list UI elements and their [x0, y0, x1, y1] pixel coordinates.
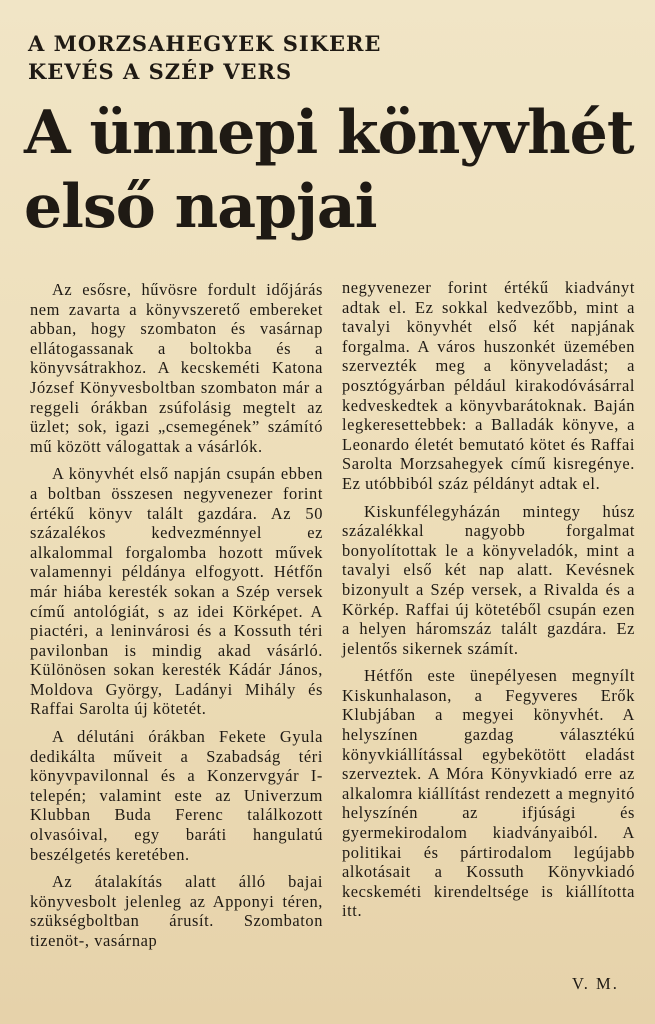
headline-line-1: A ünnepi könyvhét: [24, 98, 634, 168]
article-column-left: [30, 280, 323, 959]
author-signature: V. M.: [572, 974, 619, 993]
paragraph: negyvenezer forint értékű kiadványt adtak el. Ez sokkal kedvezőbb, mint a tavalyi könyvhét első két napjának forgalma. A város huszonkét üzemében szervezték meg a könyveladást; a posztógyárban például kirakodóvásárral kedveskedtek a könyvbarátoknak. Baján legkeresettebbek: a Balladák könyve, a Leonardo életét bemutató kötet és Raffai Sarolta Morzsahegyek című kisregénye. Ez utóbbiból száz példányt adtak el.: [342, 278, 635, 493]
paragraph: Az esősre, hűvösre fordult időjárás nem zavarta a könyvszerető embereket abban, hogy szombaton és vasárnap ellátogassanak a boltokba és a könyvsátrakhoz. A kecskeméti Katona József Könyvesboltban szombaton már a reggeli órákban zsúfolásig megtelt az üzlet; sok, igazi „csemegének” számító mű között válogattak a vásárlók.: [30, 280, 323, 456]
paragraph: A délutáni órákban Fekete Gyula dedikálta műveit a Szabadság téri könyvpavilonnal és a Konzervgyár I-telepén; valamint este az Univerzum Klubban Buda Ferenc találkozott olvasóival, egy baráti hangulatú beszélgetés keretében.: [30, 727, 323, 864]
paragraph: Kiskunfélegyházán mintegy húsz százalékkal nagyobb forgalmat bonyolítottak le a könyveladók, mint a tavalyi első két nap alatt. Kevésnek bizonyult a Szép versek, a Rivalda és a Körkép. Raffai új kötetéből csupán ezen a helyen háromszáz talált gazdára. Ez jelentős sikernek számít.: [342, 501, 635, 658]
article-kicker: [28, 30, 628, 86]
paragraph: Hétfőn este ünepélyesen megnyílt Kiskunhalason, a Fegyveres Erők Klubjában a megyei könyvhét. A helyszínen gazdag választékú könyvkiállítással egybekötött eladást szerveztek. A Móra Könyvkiadó erre az alkalomra kiállítást rendezett a megnyitó helyszínén az ifjúsági és gyermekirodalom kiadványaiból. A politikai és pártirodalom legújabb alkotásait a Kossuth Könyvkiadó kecskeméti kirendeltsége is kiállította itt.: [342, 666, 635, 921]
kicker-line-2: KEVÉS A SZÉP VERS: [28, 59, 293, 84]
article-headline: [24, 96, 644, 244]
article-column-right: [342, 278, 635, 929]
paragraph: A könyvhét első napján csupán ebben a boltban összesen negyvenezer forint értékű könyv talált gazdára. Az 50 százalékos kedvezménnyel ez alkalommal forgalomba hozott művek valamennyi példánya elfogyott. Hétfőn már hiába keresték sokan a Szép versek című antológiát, s az idei Körképet. A piactéri, a leninvárosi és a Kossuth téri pavilonban is mindig akad vásárló. Különösen sokan keresték Kádár János, Moldova György, Ladányi Mihály és Raffai Sarolta új kötetét.: [30, 464, 323, 719]
kicker-line-1: A MORZSAHEGYEK SIKERE: [28, 31, 382, 56]
paragraph: Az átalakítás alatt álló bajai könyvesbolt jelenleg az Apponyi téren, szükségboltban árusít. Szombaton tizenöt-, vasárnap: [30, 872, 323, 950]
headline-line-2: első napjai: [24, 172, 377, 242]
